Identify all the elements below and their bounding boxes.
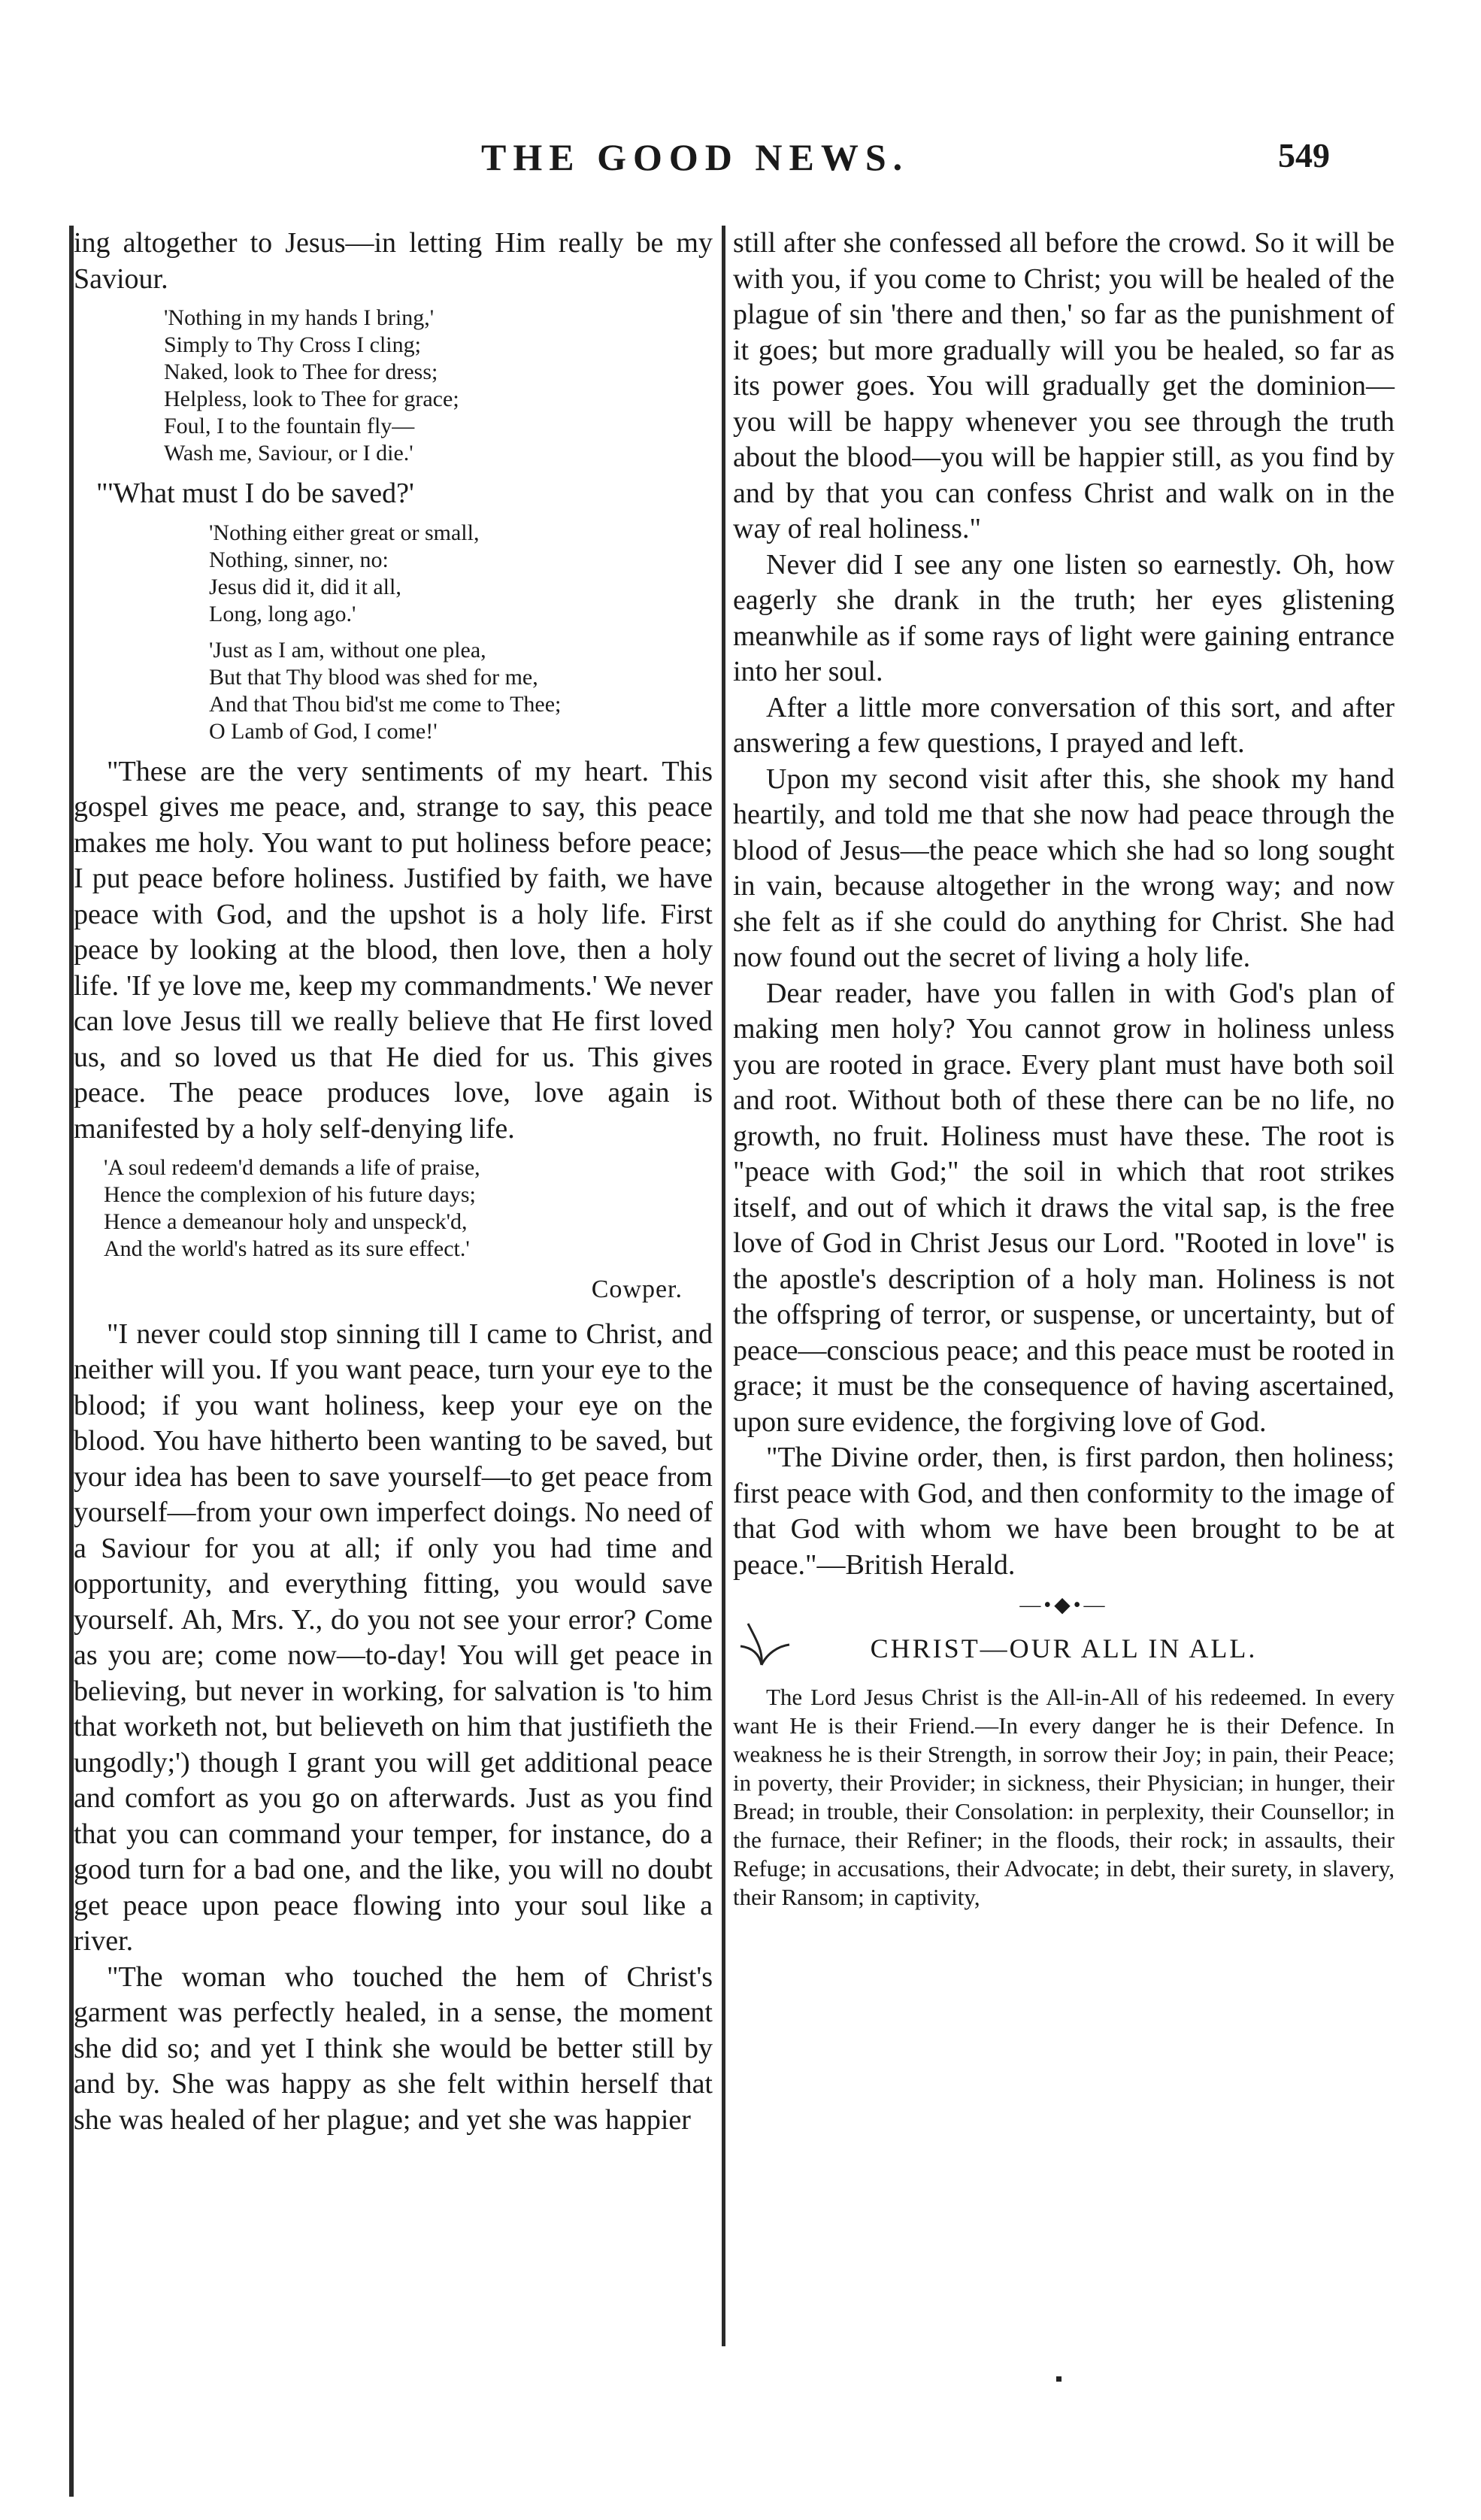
verse-line: Helpless, look to Thee for grace;	[164, 387, 459, 411]
right-column	[733, 226, 1395, 1912]
verse-line: And that Thou bid'st me come to Thee;	[209, 691, 562, 717]
paragraph-divine-order: "The Divine order, then, is first pardon, then holiness; first peace with God, and then conformity to the image of that God with whom we have been brought to be at peace."—British Herald.	[733, 1442, 1395, 1581]
page-header	[0, 135, 1481, 188]
verse-line: But that Thy blood was shed for me,	[209, 664, 538, 690]
verse-line: Hence a demeanour holy and unspeck'd,	[104, 1209, 468, 1234]
verse-line: 'Just as I am, without one plea,	[209, 637, 486, 663]
running-title: THE GOOD NEWS.	[481, 136, 910, 178]
verse-line: And the world's hatred as its sure effect.'	[104, 1236, 470, 1261]
section-title-wrap	[733, 1631, 1395, 1667]
left-column	[74, 226, 713, 2138]
stray-mark	[1056, 2376, 1062, 2382]
paragraph-continued: still after she confessed all before the crowd. So it will be with you, if you come to Christ; you will be healed of the plague of sin 'there and then,' so far as the punishment of it goes; but more gradually will you be healed, so far as its power goes. You will gradually get the dominion—you will be happy whenever you see through the truth about the blood—you will be happier still, as you find by and by that you can confess Christ and walk on in the way of real holiness."	[733, 227, 1395, 544]
column-divider-rule	[722, 226, 725, 2346]
flourish-icon	[733, 1616, 793, 1669]
verse-line: 'A soul redeem'd demands a life of praise,	[104, 1155, 480, 1180]
paragraph-sinning: "I never could stop sinning till I came to Christ, and neither will you. If you want peace, turn your eye to the blood; if you want holiness, keep your eye on the blood. You have hitherto been wanting to be saved, but your idea has been to save yourself—to get peace from yourself—from your own imperfect doings. No need of a Saviour for you at all; if only you had time and opportunity, and everything fitting, you would save yourself. Ah, Mrs. Y., do you not see your error? Come as you are; come now—to-day! You will get peace in believing, but never in working, for salvation is 'to him that worketh not, but believeth on him that justifieth the ungodly;') though I grant you will get additional peace and comfort as you go on afterwards. Just as you find that you can command your temper, for instance, do a good turn for a bad one, and the like, you will no doubt get peace upon peace flowing into your soul like a river.	[74, 1318, 713, 1957]
verse-line: Hence the complexion of his future days;	[104, 1182, 476, 1207]
paragraph-christ-all: The Lord Jesus Christ is the All-in-All of his redeemed. In every want He is their Friend.—In every danger he is their Defence. In weakness he is their Strength, in sorrow their Joy; in pain, their Peace; in poverty, their Provider; in sickness, their Physician; in hunger, their Bread; in trouble, their Consolation: in perplexity, their Counsellor; in the furnace, their Refiner; in the floods, their rock; in assaults, their Refuge; in accusations, their Advocate; in debt, their surety, in slavery, their Ransom; in captivity,	[733, 1684, 1395, 1910]
verse-line: 'Nothing either great or small,	[209, 520, 480, 545]
section-divider: —•◆•—	[1019, 1594, 1108, 1617]
paragraph-second-visit: Upon my second visit after this, she shook my hand heartily, and told me that she now had peace through the blood of Jesus—the peace which she had so long sought in vain, because altogether in the wrong way; and now she felt as if she could do anything for Christ. She had now found out the secret of living a holy life.	[733, 763, 1395, 973]
page-number: 549	[1278, 136, 1330, 174]
verse-line: Foul, I to the fountain fly—	[164, 414, 415, 438]
verse-line: 'Nothing in my hands I bring,'	[164, 305, 435, 330]
verse-line: Naked, look to Thee for dress;	[164, 359, 438, 384]
paragraph-intro: ing altogether to Jesus—in letting Him really be my Saviour.	[74, 227, 713, 295]
hymn-stanza-2	[74, 520, 713, 628]
hymn-stanza-4	[74, 1154, 713, 1263]
verse-line: O Lamb of God, I come!'	[209, 718, 438, 744]
verse-line: Wash me, Saviour, or I die.'	[164, 441, 413, 465]
verse-line: Simply to Thy Cross I cling;	[164, 332, 421, 357]
verse-line: Nothing, sinner, no:	[209, 547, 389, 572]
section-title: CHRIST—OUR ALL IN ALL.	[870, 1633, 1258, 1663]
hymn-stanza-1	[74, 305, 713, 467]
paragraph-listen: Never did I see any one listen so earnestly. Oh, how eagerly she drank in the truth; her eyes glistening meanwhile as if some rays of light were gaining entrance into her soul.	[733, 548, 1395, 687]
paragraph-woman: "The woman who touched the hem of Christ's garment was perfectly healed, in a sense, the moment she did so; and yet I think she would be better still by and by. She was happy as she felt within herself that she was healed of her plague; and yet she was happier	[74, 1961, 713, 2136]
hymn-stanza-3	[74, 637, 713, 745]
paragraph-after: After a little more conversation of this sort, and after answering a few questions, I prayed and left.	[733, 691, 1395, 759]
verse-line: Jesus did it, did it all,	[209, 574, 401, 599]
paragraph-sentiments: "These are the very sentiments of my heart. This gospel gives me peace, and, strange to say, this peace makes me holy. You want to put holiness before peace; I put peace before holiness. Justified by faith, we have peace with God, and the upshot is a holy life. First peace by looking at the blood, then love, then a holy life. 'If ye love me, keep my commandments.' We never can love Jesus till we really believe that He first loved us, and so loved us that He died for us. This gives peace. The peace produces love, love again is manifested by a holy self-denying life.	[74, 755, 713, 1145]
attribution-cowper: Cowper.	[591, 1275, 683, 1303]
question-line: "'What must I do be saved?'	[96, 478, 414, 509]
paragraph-dear-reader: Dear reader, have you fallen in with God's plan of making men holy? You cannot grow in holiness unless you are rooted in grace. Every plant must have both soil and root. Without both of these there can be no life, no growth, no fruit. Holiness must have these. The root is "peace with God;" the soil in which that root strikes itself, and out of which it draws the vital sap, is the free love of God in Christ Jesus our Lord. "Rooted in love" is the apostle's description of a holy man. Holiness is not the offspring of terror, or suspense, or uncertainty, but of peace—conscious peace; and this peace must be rooted in grace; it must be the consequence of having ascertained, upon sure evidence, the forgiving love of God.	[733, 977, 1395, 1438]
verse-line: Long, long ago.'	[209, 601, 356, 626]
